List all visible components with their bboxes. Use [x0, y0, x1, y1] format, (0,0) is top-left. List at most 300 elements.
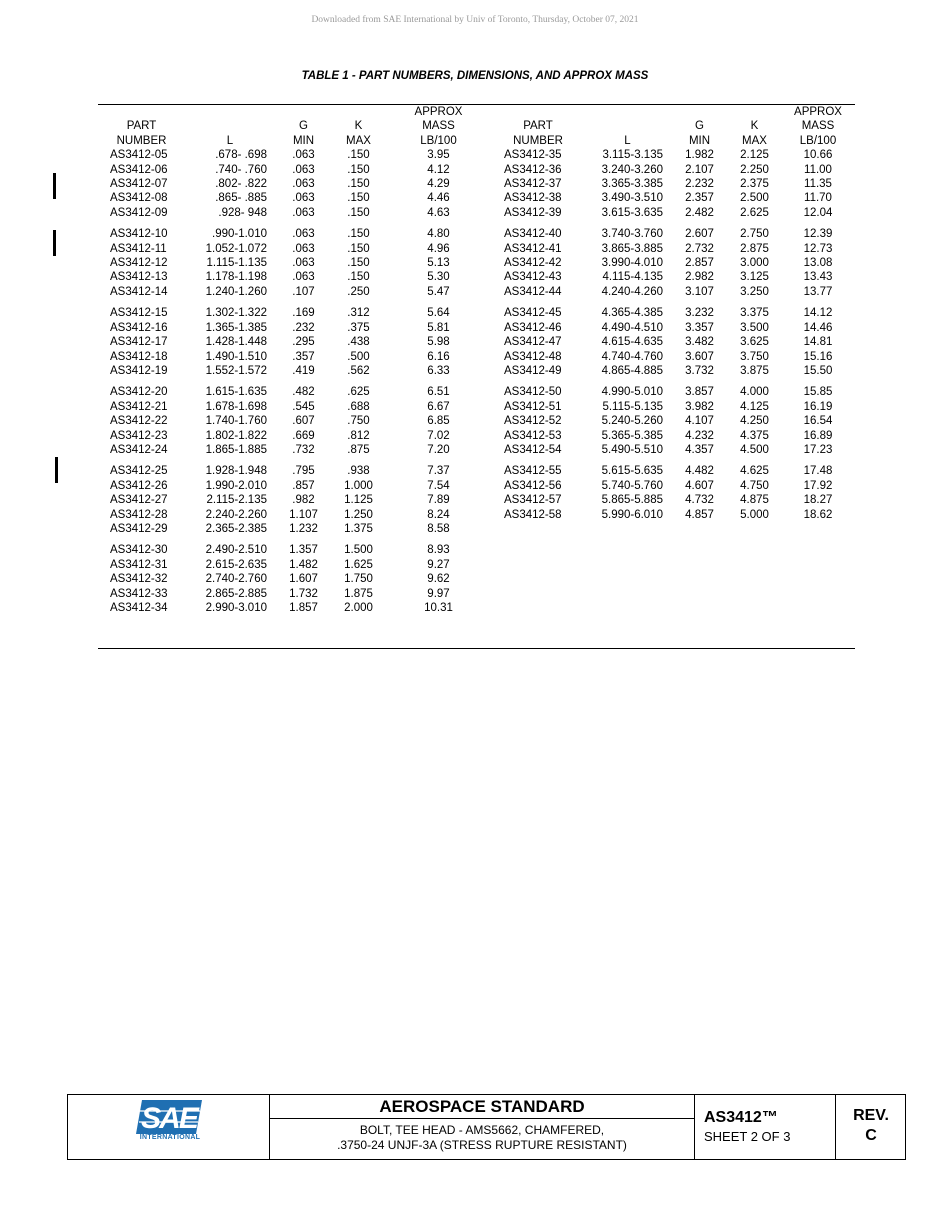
group-spacer: [98, 220, 855, 227]
g-min: .063: [292, 228, 315, 241]
length: 3.740-3.760: [601, 228, 663, 241]
approx-mass: 15.85: [803, 386, 833, 399]
table-row: [98, 479, 855, 493]
approx-mass: 9.27: [427, 558, 450, 571]
g-min: 1.107: [289, 508, 318, 521]
part-number: AS3412-25: [110, 465, 168, 478]
header-row: [98, 119, 855, 133]
approx-mass: 16.89: [803, 429, 833, 442]
g-min: 2.857: [685, 257, 714, 270]
g-min: .419: [292, 364, 315, 377]
table-row: [98, 493, 855, 507]
k-max: 2.625: [740, 206, 769, 219]
approx-mass: 16.54: [803, 415, 833, 428]
table-row: [98, 443, 855, 457]
part-number: AS3412-52: [504, 415, 562, 428]
g-min: .063: [292, 192, 315, 205]
k-max: .375: [347, 321, 370, 334]
k-max: 1.000: [344, 479, 373, 492]
part-number: AS3412-13: [110, 271, 168, 284]
k-max: 3.125: [740, 271, 769, 284]
title-cell: [270, 1095, 695, 1159]
k-max: 2.375: [740, 178, 769, 191]
part-number: AS3412-55: [504, 465, 562, 478]
group-spacer: [98, 378, 855, 385]
table-row: [98, 572, 855, 586]
approx-mass: 3.95: [427, 149, 450, 162]
table-row: [98, 177, 855, 191]
length: 1.178-1.198: [205, 271, 267, 284]
approx-mass: [781, 543, 855, 557]
length: 2.740-2.760: [205, 573, 267, 586]
table-row: [98, 227, 855, 241]
k-max: 1.500: [344, 544, 373, 557]
approx-mass: 9.97: [427, 587, 450, 600]
k-max: .625: [347, 386, 370, 399]
part-number: AS3412-05: [110, 149, 168, 162]
part-number: AS3412-44: [504, 285, 562, 298]
table-bottom-rule: [98, 648, 855, 649]
approx-mass: 7.37: [427, 465, 450, 478]
k-max: 1.125: [344, 494, 373, 507]
length: 3.240-3.260: [601, 163, 663, 176]
table-row: [98, 148, 855, 162]
g-min: 4.607: [685, 479, 714, 492]
length: 1.802-1.822: [205, 429, 267, 442]
revision-label: REV.: [853, 1107, 889, 1124]
approx-mass: 9.62: [427, 573, 450, 586]
k-max: [728, 522, 781, 536]
approx-mass: 8.93: [427, 544, 450, 557]
part-number: AS3412-49: [504, 364, 562, 377]
table-row: [98, 364, 855, 378]
approx-mass: 8.24: [427, 508, 450, 521]
k-max: 4.625: [740, 465, 769, 478]
length: 5.865-5.885: [601, 494, 663, 507]
k-max: .688: [347, 400, 370, 413]
k-max: 2.500: [740, 192, 769, 205]
part-description: [270, 1123, 694, 1153]
g-min: .169: [292, 307, 315, 320]
g-min: 3.232: [685, 307, 714, 320]
header-part: NUMBER: [513, 134, 563, 147]
length: 4.865-4.885: [601, 364, 663, 377]
table-row: [98, 321, 855, 335]
approx-mass: 11.70: [804, 192, 832, 205]
table-row: [98, 558, 855, 572]
length: 2.615-2.635: [205, 558, 267, 571]
header-mass: MASS: [801, 120, 835, 133]
g-min: 1.357: [289, 544, 318, 557]
part-number: AS3412-43: [504, 271, 562, 284]
part-number: [492, 522, 584, 536]
k-max: .150: [347, 163, 370, 176]
part-number: AS3412-45: [504, 307, 562, 320]
part-number: AS3412-19: [110, 364, 168, 377]
table-header: [98, 105, 855, 148]
table-row: [98, 464, 855, 478]
k-max: 2.000: [344, 602, 373, 614]
approx-mass: 14.46: [803, 321, 833, 334]
approx-mass: 11.00: [804, 163, 832, 176]
length: 5.615-5.635: [601, 465, 663, 478]
length: 1.365-1.385: [205, 321, 267, 334]
approx-mass: 8.58: [427, 522, 450, 535]
k-max: [728, 601, 781, 615]
g-min: 3.732: [685, 364, 714, 377]
g-min: .063: [292, 242, 315, 255]
table-row: [98, 508, 855, 522]
header-part: PART: [126, 120, 157, 133]
approx-mass: 18.62: [803, 508, 833, 521]
part-number: AS3412-09: [110, 206, 168, 219]
length: 2.490-2.510: [205, 544, 267, 557]
g-min: .063: [292, 178, 315, 191]
table-row: [98, 601, 855, 615]
header-g: G: [299, 120, 308, 133]
length: 4.615-4.635: [601, 336, 663, 349]
part-number: AS3412-15: [110, 307, 168, 320]
length: 2.365-2.385: [205, 522, 267, 535]
approx-mass: 4.96: [427, 242, 450, 255]
sae-logo-icon: [136, 1100, 202, 1134]
table-row: [98, 285, 855, 299]
part-number: AS3412-22: [110, 415, 168, 428]
length: .990-1.010: [212, 228, 267, 241]
header-part: PART: [523, 120, 553, 133]
g-min: 4.357: [685, 443, 714, 456]
length: 5.490-5.510: [601, 443, 663, 456]
part-number: AS3412-37: [504, 178, 562, 191]
part-number: [492, 601, 584, 615]
length: .928- 948: [218, 206, 267, 219]
table-row: [98, 429, 855, 443]
g-min: .857: [292, 479, 315, 492]
approx-mass: 5.64: [427, 307, 450, 320]
part-number: AS3412-40: [504, 228, 562, 241]
k-max: .150: [347, 192, 370, 205]
g-min: 3.107: [685, 285, 714, 298]
part-number: AS3412-26: [110, 479, 168, 492]
table-row: [98, 206, 855, 220]
table-row: [98, 587, 855, 601]
length: [584, 558, 671, 572]
g-min: 3.482: [685, 336, 714, 349]
approx-mass: 18.27: [803, 494, 833, 507]
parts-table: [98, 105, 855, 615]
k-max: 4.125: [740, 400, 769, 413]
part-number: AS3412-29: [110, 522, 168, 535]
header-l: [584, 105, 671, 119]
g-min: .232: [292, 321, 315, 334]
g-min: 2.982: [685, 271, 714, 284]
header-l: [185, 119, 275, 133]
length: 3.865-3.885: [601, 242, 663, 255]
part-number: AS3412-27: [110, 494, 168, 507]
approx-mass: 5.30: [427, 271, 450, 284]
length: 1.615-1.635: [205, 386, 267, 399]
g-min: 3.982: [685, 400, 714, 413]
k-max: 2.125: [740, 149, 769, 162]
part-number: AS3412-35: [504, 149, 562, 162]
part-number: AS3412-41: [504, 242, 562, 255]
g-min: 2.732: [685, 242, 714, 255]
revision-value: C: [865, 1127, 877, 1144]
part-number: AS3412-31: [110, 558, 168, 571]
length: 4.240-4.260: [601, 285, 663, 298]
header-g: [275, 105, 332, 119]
length: 1.240-1.260: [205, 285, 267, 298]
header-k: [728, 105, 781, 119]
approx-mass: 4.46: [427, 192, 450, 205]
description-line-1: BOLT, TEE HEAD - AMS5662, CHAMFERED,: [359, 1123, 605, 1137]
length: .678- .698: [215, 149, 267, 162]
table-row: [98, 350, 855, 364]
header-mass: APPROX: [794, 106, 842, 118]
g-min: 1.232: [289, 522, 318, 535]
part-number: AS3412-06: [110, 163, 168, 176]
g-min: [671, 601, 728, 615]
sheet-number: SHEET 2 OF 3: [704, 1129, 791, 1144]
approx-mass: 11.35: [804, 178, 832, 191]
length: 2.865-2.885: [205, 587, 267, 600]
part-number: [492, 587, 584, 601]
download-note: Downloaded from SAE International by Univ of Toronto, Thursday, October 07, 2021: [311, 15, 639, 25]
approx-mass: 15.16: [803, 350, 833, 363]
length: .865- .885: [215, 192, 267, 205]
document-number: AS3412™: [704, 1109, 778, 1126]
approx-mass: 7.02: [427, 429, 450, 442]
g-min: .063: [292, 206, 315, 219]
part-number: AS3412-11: [110, 242, 167, 255]
length: 2.115-2.135: [206, 494, 267, 507]
part-number: AS3412-50: [504, 386, 562, 399]
part-number: AS3412-20: [110, 386, 168, 399]
approx-mass: [781, 587, 855, 601]
header-g: MIN: [688, 134, 711, 147]
g-min: .295: [292, 336, 315, 349]
group-spacer: [98, 536, 855, 543]
header-k: K: [750, 120, 759, 133]
k-max: 3.875: [740, 364, 769, 377]
k-max: [728, 587, 781, 601]
approx-mass: 17.48: [803, 465, 833, 478]
k-max: 1.875: [344, 587, 373, 600]
part-number: AS3412-58: [504, 508, 562, 521]
g-min: .669: [292, 429, 315, 442]
length: 1.928-1.948: [205, 465, 267, 478]
g-min: 3.857: [685, 386, 714, 399]
approx-mass: 15.50: [803, 364, 833, 377]
length: 1.428-1.448: [205, 336, 267, 349]
k-max: .312: [347, 307, 370, 320]
part-number: AS3412-48: [504, 350, 562, 363]
g-min: 4.732: [685, 494, 714, 507]
k-max: .150: [347, 257, 370, 270]
part-number: AS3412-51: [504, 400, 562, 413]
table-row: [98, 256, 855, 270]
table-row: [98, 335, 855, 349]
k-max: .938: [347, 465, 370, 478]
k-max: 1.375: [344, 522, 373, 535]
header-k: MAX: [346, 134, 371, 147]
k-max: [728, 543, 781, 557]
length: [584, 522, 671, 536]
part-number: AS3412-16: [110, 321, 168, 334]
part-number: AS3412-46: [504, 321, 562, 334]
part-number: AS3412-18: [110, 350, 168, 363]
g-min: [671, 522, 728, 536]
k-max: 3.375: [740, 307, 769, 320]
g-min: [671, 572, 728, 586]
k-max: .812: [347, 429, 370, 442]
document-cell: [695, 1095, 836, 1159]
length: [584, 587, 671, 601]
table-row: [98, 242, 855, 256]
length: 1.302-1.322: [205, 307, 267, 320]
approx-mass: 7.20: [427, 443, 450, 456]
length: [584, 601, 671, 615]
k-max: [728, 572, 781, 586]
g-min: 4.107: [685, 415, 714, 428]
k-max: 4.000: [740, 386, 769, 399]
g-min: 1.982: [685, 149, 714, 162]
length: 4.490-4.510: [601, 321, 663, 334]
table-body: [98, 148, 855, 615]
k-max: .250: [347, 285, 370, 298]
length: 5.115-5.135: [602, 400, 663, 413]
approx-mass: 14.81: [803, 336, 833, 349]
part-number: AS3412-34: [110, 602, 168, 614]
length: 2.240-2.260: [205, 508, 267, 521]
header-k: K: [354, 120, 363, 133]
header-g: [671, 105, 728, 119]
approx-mass: [781, 522, 855, 536]
approx-mass: 5.13: [427, 257, 450, 270]
length: .802- .822: [215, 178, 267, 191]
header-mass: LB/100: [420, 134, 457, 147]
k-max: 3.625: [740, 336, 769, 349]
g-min: 3.357: [685, 321, 714, 334]
logo-cell: [68, 1095, 270, 1159]
k-max: .150: [347, 242, 370, 255]
part-number: AS3412-24: [110, 443, 168, 456]
length: 2.990-3.010: [205, 602, 267, 614]
part-number: AS3412-53: [504, 429, 562, 442]
k-max: 4.500: [740, 443, 769, 456]
approx-mass: 4.12: [427, 163, 450, 176]
k-max: .150: [347, 206, 370, 219]
approx-mass: 4.29: [427, 178, 450, 191]
g-min: 2.607: [685, 228, 714, 241]
g-min: 3.607: [685, 350, 714, 363]
k-max: .150: [347, 228, 370, 241]
approx-mass: 17.92: [803, 479, 833, 492]
part-number: AS3412-38: [504, 192, 562, 205]
k-max: 3.500: [740, 321, 769, 334]
k-max: .500: [347, 350, 370, 363]
g-min: 1.732: [289, 587, 318, 600]
k-max: 2.875: [740, 242, 769, 255]
header-k: MAX: [742, 134, 767, 147]
part-number: AS3412-28: [110, 508, 168, 521]
part-number: AS3412-42: [504, 257, 562, 270]
revision-bar: [53, 173, 56, 199]
part-number: AS3412-36: [504, 163, 562, 176]
g-min: 4.482: [685, 465, 714, 478]
length: 5.990-6.010: [601, 508, 663, 521]
header-mass: MASS: [422, 120, 455, 133]
g-min: [671, 543, 728, 557]
approx-mass: 12.73: [803, 242, 833, 255]
approx-mass: 6.85: [427, 415, 450, 428]
length: [584, 572, 671, 586]
g-min: .107: [292, 285, 315, 298]
approx-mass: 13.77: [803, 285, 833, 298]
approx-mass: 10.66: [803, 149, 833, 162]
length: 3.490-3.510: [601, 192, 663, 205]
length: 3.615-3.635: [601, 206, 663, 219]
approx-mass: 16.19: [803, 400, 833, 413]
k-max: 4.375: [740, 429, 769, 442]
length: 1.052-1.072: [205, 242, 267, 255]
k-max: 5.000: [740, 508, 769, 521]
part-number: AS3412-07: [110, 178, 168, 191]
length: 4.365-4.385: [601, 307, 663, 320]
approx-mass: 5.81: [427, 321, 450, 334]
table-row: [98, 400, 855, 414]
k-max: .150: [347, 149, 370, 162]
g-min: .063: [292, 271, 315, 284]
table-row: [98, 522, 855, 536]
approx-mass: 13.08: [803, 257, 833, 270]
g-min: 1.857: [289, 602, 318, 614]
title-block: [67, 1094, 906, 1160]
k-max: .562: [347, 364, 370, 377]
logo-subtext: INTERNATIONAL: [139, 1134, 201, 1141]
g-min: .982: [292, 494, 315, 507]
part-number: AS3412-57: [504, 494, 562, 507]
header-row: [98, 105, 855, 119]
length: 5.740-5.760: [601, 479, 663, 492]
g-min: [671, 587, 728, 601]
length: 5.365-5.385: [601, 429, 663, 442]
part-number: AS3412-12: [110, 257, 168, 270]
approx-mass: 6.33: [427, 364, 450, 377]
header-part: [492, 105, 584, 119]
table-title: TABLE 1 - PART NUMBERS, DIMENSIONS, AND APPROX MASS: [301, 70, 649, 82]
table-row: [98, 306, 855, 320]
length: 4.115-4.135: [602, 271, 663, 284]
k-max: 4.250: [740, 415, 769, 428]
approx-mass: 7.89: [427, 494, 450, 507]
length: 1.865-1.885: [205, 443, 267, 456]
k-max: .438: [347, 336, 370, 349]
k-max: 3.000: [740, 257, 769, 270]
part-number: AS3412-33: [110, 587, 168, 600]
g-min: 2.357: [685, 192, 714, 205]
approx-mass: 17.23: [803, 443, 833, 456]
revision-cell: [836, 1095, 906, 1159]
table-row: [98, 191, 855, 205]
table-row: [98, 163, 855, 177]
g-min: 1.482: [289, 558, 318, 571]
part-number: AS3412-10: [110, 228, 168, 241]
g-min: .063: [292, 257, 315, 270]
approx-mass: 12.39: [803, 228, 833, 241]
k-max: .150: [347, 271, 370, 284]
length: 3.990-4.010: [601, 257, 663, 270]
